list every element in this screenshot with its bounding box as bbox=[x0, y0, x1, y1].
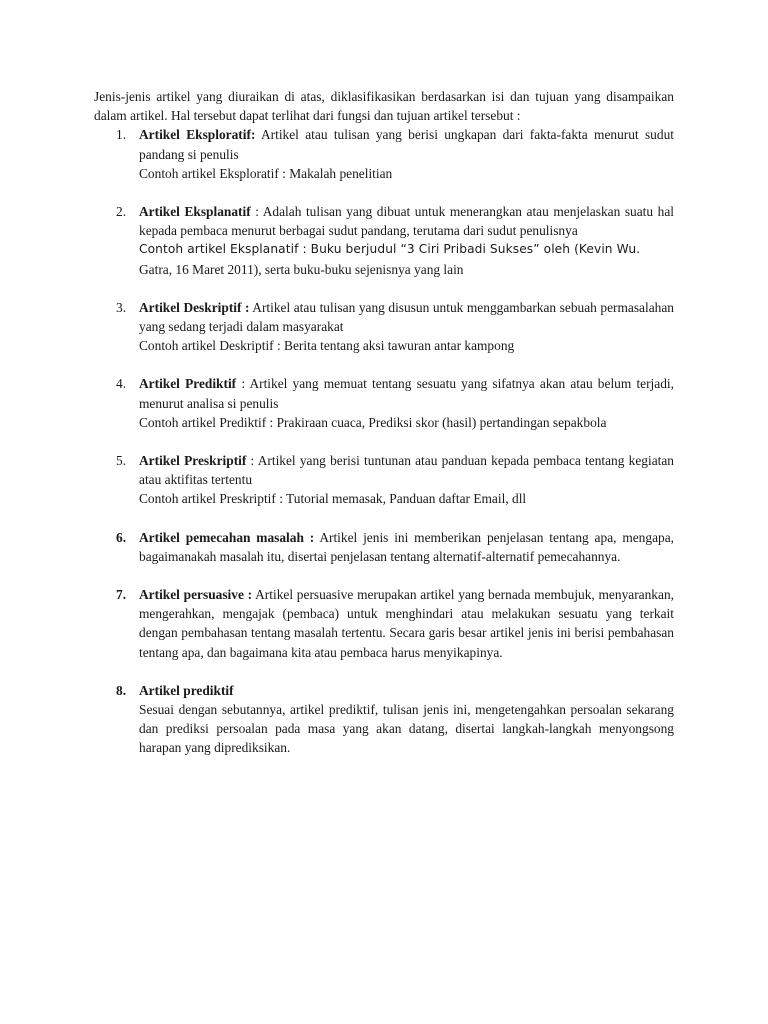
intro-paragraph: Jenis-jenis artikel yang diuraikan di atas, diklasifikasikan berdasarkan isi dan tujuan yang disampaikan dalam artikel. Hal tersebut dapat terlihat dari fungsi dan tujuan artikel tersebut : bbox=[94, 89, 674, 124]
list-item-2 bbox=[94, 202, 674, 279]
item-description: Artikel jenis ini memberikan penjelasan tentang apa, mengapa, bagaimanakah masalah itu, disertai penjelasan tentang alternatif-alternatif pemecahannya. bbox=[139, 529, 674, 564]
item-title: Artikel Preskriptif bbox=[139, 453, 247, 469]
item-title: Artikel persuasive : bbox=[139, 587, 253, 603]
document-page bbox=[94, 87, 674, 777]
list-number: 7. bbox=[116, 587, 127, 603]
list-item-5 bbox=[94, 451, 674, 509]
list-item-1 bbox=[94, 125, 674, 183]
list-item-8 bbox=[94, 681, 674, 758]
list-number: 6. bbox=[116, 529, 127, 545]
item-example: Contoh artikel Deskriptif : Berita tentang aksi tawuran antar kampong bbox=[139, 338, 515, 354]
item-description: Sesuai dengan sebutannya, artikel prediktif, tulisan jenis ini, mengetengahkan persoalan sekarang dan prediksi persoalan pada masa yang akan datang, disertai langkah-langkah menyongsong harapan yang diprediksikan. bbox=[139, 702, 674, 756]
item-description: : Adalah tulisan yang dibuat untuk menerangkan atau menjelaskan suatu hal kepada pembaca menurut berbagai sudut pandang, terutama dari sudut penulisnya bbox=[139, 204, 674, 239]
item-text bbox=[139, 374, 674, 412]
item-example-part2: Gatra, 16 Maret 2011), serta buku-buku sejenisnya yang lain bbox=[139, 261, 464, 277]
item-text bbox=[139, 202, 674, 240]
item-title: Artikel Eksplanatif bbox=[139, 204, 251, 220]
list-item-3 bbox=[94, 298, 674, 356]
item-description: Artikel atau tulisan yang disusun untuk menggambarkan sebuah permasalahan yang sedang terjadi dalam masyarakat bbox=[139, 299, 674, 335]
list-number: 2. bbox=[116, 204, 127, 220]
item-description: Artikel persuasive merupakan artikel yang bernada membujuk, menyarankan, mengerahkan, mengajak (pembaca) untuk menghindari atau melakukan sesuatu yang terkait dengan pembahasan tentang masalah tertentu. Secara garis besar artikel jenis ini berisi pembahasan tentang apa, dan bagaimana kita atau pembaca harus menyikapinya. bbox=[139, 587, 674, 660]
item-text bbox=[139, 298, 674, 336]
item-title: Artikel prediktif bbox=[139, 682, 234, 698]
item-description: Artikel atau tulisan yang berisi ungkapan dari fakta-fakta menurut sudut pandang si penulis bbox=[139, 127, 674, 162]
item-text bbox=[139, 451, 674, 489]
item-title: Artikel Prediktif bbox=[139, 376, 237, 392]
item-description: : Artikel yang berisi tuntunan atau panduan kepada pembaca tentang kegiatan atau aktifitas tertentu bbox=[139, 453, 675, 488]
item-title: Artikel Eksploratif: bbox=[139, 127, 256, 143]
item-title: Artikel Deskriptif : bbox=[139, 299, 250, 315]
list-number: 5. bbox=[116, 453, 127, 469]
item-title: Artikel pemecahan masalah : bbox=[139, 529, 315, 545]
item-example: Contoh artikel Prediktif : Prakiraan cuaca, Prediksi skor (hasil) pertandingan sepakbola bbox=[139, 414, 607, 430]
item-example: Contoh artikel Preskriptif : Tutorial memasak, Panduan daftar Email, dll bbox=[139, 491, 527, 507]
item-example-part1: Contoh artikel Eksplanatif : Buku berjudul “3 Ciri Pribadi Sukses” oleh (Kevin Wu. bbox=[139, 242, 641, 257]
list-number: 1. bbox=[116, 127, 127, 143]
item-text bbox=[139, 585, 674, 662]
list-item-7 bbox=[94, 585, 674, 662]
list-number: 3. bbox=[116, 299, 127, 315]
item-example: Contoh artikel Eksploratif : Makalah penelitian bbox=[139, 165, 393, 181]
list-item-6 bbox=[94, 528, 674, 566]
item-description: : Artikel yang memuat tentang sesuatu yang sifatnya akan atau belum terjadi, menurut analisa si penulis bbox=[139, 376, 674, 411]
list-item-4 bbox=[94, 374, 674, 432]
item-text bbox=[139, 125, 674, 163]
item-text bbox=[139, 528, 674, 566]
article-type-list bbox=[94, 125, 674, 757]
list-number: 4. bbox=[116, 376, 127, 392]
list-number: 8. bbox=[116, 682, 127, 698]
